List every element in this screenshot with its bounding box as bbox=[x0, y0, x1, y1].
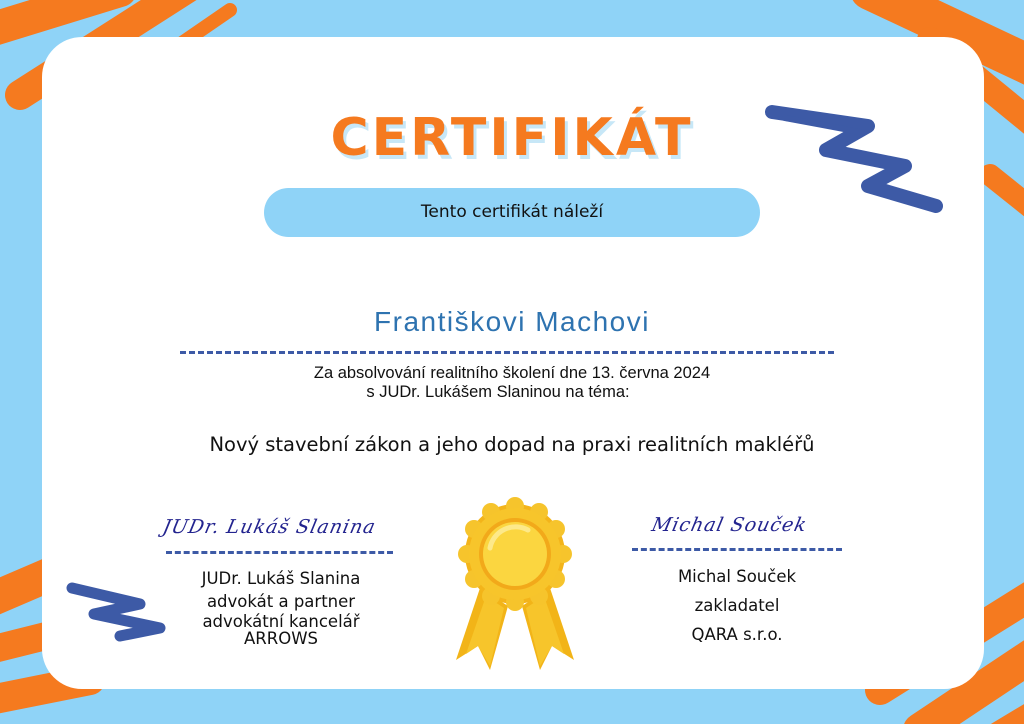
right-signatory-name: Michal Souček bbox=[677, 567, 797, 586]
left-signature: JUDr. Lukáš Slanina bbox=[160, 516, 379, 538]
subtitle-banner bbox=[264, 188, 760, 237]
left-signatory-org-line-2: ARROWS bbox=[244, 629, 318, 648]
left-signatory-role: advokát a partner bbox=[206, 592, 356, 611]
course-topic: Nový stavební zákon a jeho dopad na praxi realitních makléřů bbox=[209, 433, 815, 456]
right-signatory bbox=[632, 562, 842, 649]
right-signature: Michal Souček bbox=[649, 514, 810, 536]
right-signatory-role: zakladatel bbox=[694, 596, 780, 615]
recipient-name: Františkovi Machovi bbox=[374, 306, 650, 337]
left-signature-line bbox=[166, 551, 393, 554]
left-signatory-org-line-1: advokátní kancelář bbox=[202, 612, 360, 631]
description-line-1: Za absolvování realitního školení dne 13. června 2024 bbox=[313, 364, 711, 382]
subtitle-text: Tento certifikát náleží bbox=[420, 202, 604, 222]
left-signatory bbox=[168, 567, 394, 647]
right-signatory-org: QARA s.r.o. bbox=[691, 625, 783, 644]
left-signatory-name: JUDr. Lukáš Slanina bbox=[201, 569, 361, 588]
recipient-underline bbox=[180, 351, 834, 354]
right-signature-line bbox=[632, 548, 842, 551]
award-rosette-icon bbox=[450, 496, 580, 672]
description-line-2: s JUDr. Lukášem Slaninou na téma: bbox=[366, 383, 630, 401]
certificate-title: CERTIFIKÁT bbox=[330, 108, 694, 168]
